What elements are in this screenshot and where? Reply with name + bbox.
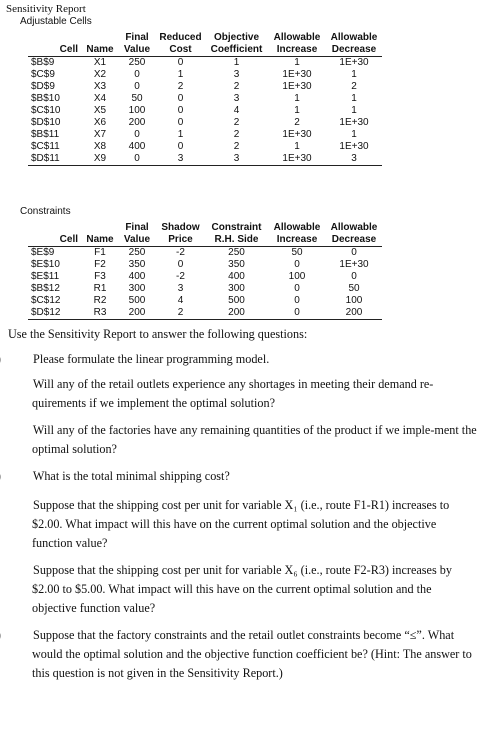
table-cell: 4 bbox=[233, 105, 240, 116]
question-letter bbox=[8, 350, 30, 369]
table-cell: 1 bbox=[294, 57, 300, 68]
table-cell: $B$12 bbox=[31, 283, 60, 294]
table-cell: 400 bbox=[128, 141, 146, 152]
table-cell: 1E+30 bbox=[268, 153, 326, 166]
table-cell: 1E+30 bbox=[339, 259, 369, 270]
table-cell: 300 bbox=[228, 283, 245, 294]
con-header-cell: Price bbox=[156, 234, 205, 247]
table-cell: -2 bbox=[176, 247, 185, 258]
table-cell: -2 bbox=[176, 271, 185, 282]
table-cell: X6 bbox=[93, 117, 107, 128]
con-header-cell: Final bbox=[125, 222, 149, 233]
table-cell: 2 bbox=[233, 141, 240, 152]
table-cell: 0 bbox=[177, 57, 184, 68]
table-cell: 2 bbox=[233, 117, 240, 128]
table-cell: 1 bbox=[351, 93, 357, 104]
table-cell: R1 bbox=[93, 283, 107, 294]
table-cell: $D$10 bbox=[31, 117, 61, 128]
con-header-cell: R.H. Side bbox=[205, 234, 268, 247]
adj-header-cell: Final bbox=[125, 32, 149, 43]
adj-header-cell bbox=[28, 32, 82, 44]
adj-header-cell: Increase bbox=[268, 44, 326, 57]
table-cell: 0 bbox=[351, 247, 357, 258]
question-letter bbox=[8, 496, 30, 515]
table-cell: 350 bbox=[128, 259, 146, 270]
table-cell: 100 bbox=[345, 295, 363, 306]
table-cell: 1E+30 bbox=[282, 81, 312, 92]
table-cell: 0 bbox=[268, 307, 326, 320]
table-cell: 0 bbox=[177, 259, 184, 270]
table-cell: X8 bbox=[93, 141, 107, 152]
con-header-cell: Shadow bbox=[161, 222, 200, 233]
question-list bbox=[8, 350, 478, 683]
table-cell: $C$9 bbox=[31, 69, 55, 80]
table-cell: 0 bbox=[134, 129, 140, 140]
table-cell: X9 bbox=[82, 153, 118, 166]
question-text: Suppose that the factory constraints and the retail outlet constraints become “≤”. What would the optimal solution and the objective function coefficient be? (Hint: The answer to this question is not given in the Sensitivity Report.) bbox=[30, 628, 472, 680]
table-cell: 3 bbox=[326, 153, 382, 166]
table-cell: 250 bbox=[228, 247, 245, 258]
table-cell: 0 bbox=[294, 259, 300, 270]
adj-header-cell: Cell bbox=[28, 44, 82, 57]
table-cell: X2 bbox=[93, 69, 107, 80]
adj-header-cell: Allowable bbox=[273, 32, 321, 43]
question-letter bbox=[8, 467, 30, 486]
question-item bbox=[8, 467, 478, 486]
table-cell: 250 bbox=[128, 247, 146, 258]
question-item bbox=[8, 561, 478, 618]
con-header-row-bottom bbox=[28, 234, 382, 247]
table-cell: 1E+30 bbox=[339, 141, 369, 152]
question-text: What is the total minimal shipping cost? bbox=[30, 469, 230, 483]
table-cell: $B$10 bbox=[31, 93, 60, 104]
table-cell: 50 bbox=[131, 93, 143, 104]
question-item bbox=[8, 421, 478, 459]
con-header-cell bbox=[28, 222, 82, 234]
table-cell: R3 bbox=[82, 307, 118, 320]
table-cell: 0 bbox=[134, 81, 140, 92]
questions-intro: Use the Sensitivity Report to answer the following questions: bbox=[8, 327, 308, 341]
table-cell: $B$11 bbox=[31, 129, 60, 140]
table-cell: 1 bbox=[351, 69, 357, 80]
table-cell: $B$9 bbox=[31, 57, 55, 68]
table-cell: 400 bbox=[228, 271, 245, 282]
adjustable-row bbox=[28, 105, 382, 117]
table-cell: 100 bbox=[288, 271, 306, 282]
table-cell: $C$12 bbox=[31, 295, 61, 306]
table-cell: X3 bbox=[93, 81, 107, 92]
adjustable-row bbox=[28, 141, 382, 153]
con-header-cell: Name bbox=[82, 234, 118, 247]
table-cell: 2 bbox=[177, 81, 184, 92]
adj-header-cell: Decrease bbox=[326, 44, 382, 57]
table-cell: 3 bbox=[205, 153, 268, 166]
table-cell: 2 bbox=[233, 129, 240, 140]
question-item bbox=[8, 350, 478, 369]
table-cell: 0 bbox=[177, 93, 184, 104]
table-cell: $D$12 bbox=[28, 307, 82, 320]
question-letter bbox=[8, 375, 30, 394]
question-text: Suppose that the shipping cost per unit for variable X₁ (i.e., route F1-R1) increases to $2.00. What impact will this have on the current optimal solution and the objective function value? bbox=[30, 498, 450, 550]
table-cell: $D$9 bbox=[31, 81, 55, 92]
adjustable-cells-table bbox=[28, 32, 382, 166]
table-cell: 3 bbox=[233, 69, 240, 80]
question-letter bbox=[8, 421, 30, 440]
question-text: Please formulate the linear programming model. bbox=[30, 352, 270, 366]
question-item bbox=[8, 496, 478, 553]
constraint-row bbox=[28, 283, 382, 295]
table-cell: 1 bbox=[351, 105, 357, 116]
adjustable-row bbox=[28, 129, 382, 141]
table-cell: X4 bbox=[93, 93, 107, 104]
table-cell: 0 bbox=[118, 153, 156, 166]
con-header-row-top bbox=[28, 222, 382, 234]
adj-header-cell: Allowable bbox=[330, 32, 378, 43]
con-header-cell bbox=[82, 222, 118, 234]
question-text: Will any of the factories have any remaining quantities of the product if we imple-ment the optimal solution? bbox=[30, 423, 477, 456]
table-cell: X1 bbox=[93, 57, 107, 68]
con-header-cell: Allowable bbox=[273, 222, 321, 233]
question-text: Will any of the retail outlets experience any shortages in meeting their demand re-quirements if we implement the optimal solution? bbox=[30, 377, 434, 410]
adj-header-cell bbox=[82, 32, 118, 44]
adj-header-row-top bbox=[28, 32, 382, 44]
con-header-cell: Decrease bbox=[326, 234, 382, 247]
table-cell: 200 bbox=[128, 117, 146, 128]
table-cell: 200 bbox=[326, 307, 382, 320]
constraint-row bbox=[28, 259, 382, 271]
table-cell: 0 bbox=[177, 105, 184, 116]
table-cell: 1 bbox=[351, 129, 357, 140]
table-cell: F3 bbox=[94, 271, 106, 282]
questions-section bbox=[8, 325, 478, 691]
con-header-cell: Cell bbox=[28, 234, 82, 247]
table-cell: 1 bbox=[177, 69, 184, 80]
table-cell: $E$10 bbox=[31, 259, 60, 270]
table-cell: 50 bbox=[348, 283, 360, 294]
table-cell: 400 bbox=[128, 271, 146, 282]
question-item bbox=[8, 626, 478, 683]
table-cell: 1E+30 bbox=[339, 57, 369, 68]
table-cell: F1 bbox=[94, 247, 106, 258]
adj-header-cell: Value bbox=[118, 44, 156, 57]
table-cell: 1 bbox=[233, 57, 240, 68]
table-cell: 500 bbox=[228, 295, 245, 306]
table-cell: 1 bbox=[177, 129, 184, 140]
table-cell: 350 bbox=[228, 259, 245, 270]
con-header-cell: Value bbox=[118, 234, 156, 247]
con-header-cell: Allowable bbox=[330, 222, 378, 233]
table-cell: $D$11 bbox=[28, 153, 82, 166]
adj-header-row-bottom bbox=[28, 44, 382, 57]
constraints-title: Constraints bbox=[20, 206, 71, 217]
con-header-cell: Increase bbox=[268, 234, 326, 247]
table-cell: 2 bbox=[294, 117, 300, 128]
adjustable-row bbox=[28, 153, 382, 166]
adj-header-cell: Reduced bbox=[159, 32, 202, 43]
adj-header-cell: Cost bbox=[156, 44, 205, 57]
constraint-row bbox=[28, 295, 382, 307]
table-cell: 0 bbox=[294, 283, 300, 294]
adjustable-row bbox=[28, 117, 382, 129]
table-cell: 0 bbox=[294, 295, 300, 306]
table-cell: X5 bbox=[93, 105, 107, 116]
question-item bbox=[8, 375, 478, 413]
adjustable-cells-title: Adjustable Cells bbox=[20, 16, 92, 27]
table-cell: 0 bbox=[351, 271, 357, 282]
constraint-row bbox=[28, 307, 382, 320]
con-header-cell: Constraint bbox=[211, 222, 262, 233]
constraint-row bbox=[28, 271, 382, 283]
question-letter bbox=[8, 561, 30, 580]
table-cell: 0 bbox=[134, 69, 140, 80]
table-cell: 3 bbox=[233, 93, 240, 104]
adjustable-row bbox=[28, 93, 382, 105]
table-cell: 3 bbox=[177, 283, 184, 294]
table-cell: 2 bbox=[233, 81, 240, 92]
table-cell: F2 bbox=[94, 259, 106, 270]
constraints-table bbox=[28, 222, 382, 320]
table-cell: 200 bbox=[205, 307, 268, 320]
table-cell: X7 bbox=[93, 129, 107, 140]
table-cell: 2 bbox=[351, 81, 357, 92]
table-cell: 1 bbox=[294, 141, 300, 152]
table-cell: $E$11 bbox=[31, 271, 60, 282]
adjustable-rows bbox=[28, 57, 382, 166]
table-cell: 3 bbox=[156, 153, 205, 166]
table-cell: $E$9 bbox=[31, 247, 55, 258]
table-cell: 200 bbox=[118, 307, 156, 320]
table-cell: 0 bbox=[177, 141, 184, 152]
adjustable-row bbox=[28, 69, 382, 81]
table-cell: 2 bbox=[156, 307, 205, 320]
adj-header-cell: Objective bbox=[213, 32, 260, 43]
table-cell: 4 bbox=[177, 295, 184, 306]
table-cell: $C$10 bbox=[31, 105, 61, 116]
table-cell: 0 bbox=[177, 117, 184, 128]
constraint-rows bbox=[28, 247, 382, 320]
table-cell: 50 bbox=[291, 247, 303, 258]
table-cell: 250 bbox=[128, 57, 146, 68]
table-cell: R2 bbox=[93, 295, 107, 306]
table-cell: $C$11 bbox=[31, 141, 60, 152]
table-cell: 500 bbox=[128, 295, 146, 306]
table-cell: 1 bbox=[294, 105, 300, 116]
question-letter bbox=[8, 626, 30, 645]
table-cell: 1 bbox=[294, 93, 300, 104]
table-cell: 1E+30 bbox=[282, 129, 312, 140]
table-cell: 1E+30 bbox=[339, 117, 369, 128]
adj-header-cell: Name bbox=[82, 44, 118, 57]
table-cell: 1E+30 bbox=[282, 69, 312, 80]
adjustable-row bbox=[28, 81, 382, 93]
constraint-row bbox=[28, 247, 382, 260]
adj-header-cell: Coefficient bbox=[205, 44, 268, 57]
report-title: Sensitivity Report bbox=[6, 3, 86, 15]
table-cell: 300 bbox=[128, 283, 146, 294]
question-text: Suppose that the shipping cost per unit for variable X₆ (i.e., route F2-R3) increases by $2.00 to $5.00. What impact will this have on the current optimal solution and the objective function value? bbox=[30, 563, 452, 615]
table-cell: 100 bbox=[128, 105, 146, 116]
adjustable-row bbox=[28, 57, 382, 70]
